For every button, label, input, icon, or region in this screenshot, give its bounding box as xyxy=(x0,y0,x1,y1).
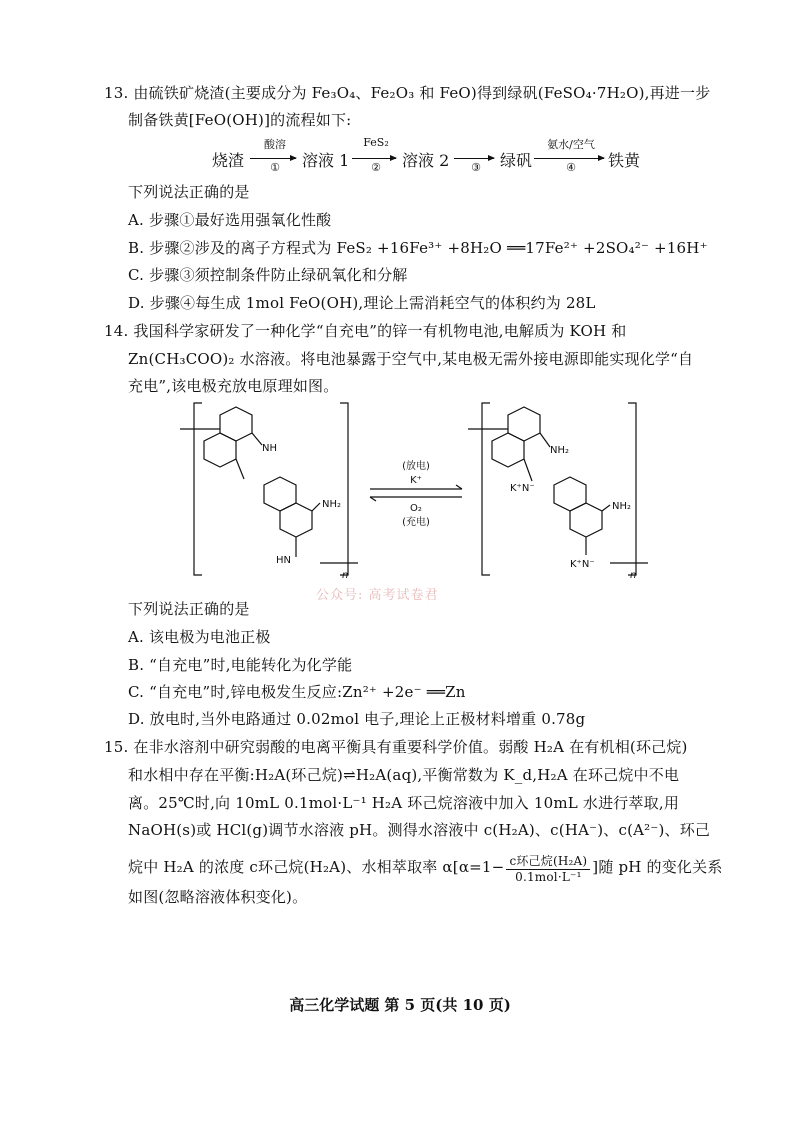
right-kn2-label: K⁺N⁻ xyxy=(570,559,595,570)
right-ring-1b xyxy=(492,433,524,467)
q14-option-d: D. 放电时,当外电路通过 0.02mol 电子,理论上正极材料增重 0.78g xyxy=(128,710,586,728)
fraction-numerator: c环己烷(H₂A) xyxy=(506,852,590,870)
flow-arrow-3 xyxy=(454,158,494,159)
extraction-rate-fraction xyxy=(506,852,590,884)
arrow-label-o2: O₂ xyxy=(410,503,422,514)
q13-option-a: A. 步骤①最好选用强氧化性酸 xyxy=(128,211,332,229)
q15-stem-line5 xyxy=(128,852,723,884)
watermark: 公众号: 高考试卷君 xyxy=(316,588,439,603)
flow-arrow-4 xyxy=(534,158,604,159)
flow-arrow1-label-bottom: ① xyxy=(270,161,280,174)
flow-arrow-1 xyxy=(250,158,296,159)
q14-option-a: A. 该电极为电池正极 xyxy=(128,628,271,646)
right-ring-2b xyxy=(570,503,602,537)
flow-node-ash: 烧渣 xyxy=(212,151,245,170)
flow-arrow3-label-bottom: ③ xyxy=(471,161,481,174)
flow-arrow2-label-bottom: ② xyxy=(371,161,381,174)
arrow-label-charge: (充电) xyxy=(402,517,430,528)
fraction-denominator: 0.1mol·L⁻¹ xyxy=(515,870,582,884)
polymer-structure-svg xyxy=(170,395,660,585)
flow-node-iron-yellow: 铁黄 xyxy=(608,151,641,170)
right-kn1-label: K⁺N⁻ xyxy=(510,483,535,494)
q15-line5-part-a: 烷中 H₂A 的浓度 c环己烷(H₂A)、水相萃取率 α[α=1− xyxy=(128,858,505,876)
q13-option-c: C. 步骤③须控制条件防止绿矾氧化和分解 xyxy=(128,266,408,284)
flow-node-solution2: 溶液 2 xyxy=(402,151,450,170)
q14-stem-line2: Zn(CH₃COO)₂ 水溶液。将电池暴露于空气中,某电极无需外接电源即能实现化学“自 xyxy=(128,350,694,368)
flow-arrow4-label-top: 氨水/空气 xyxy=(547,138,595,151)
left-ring-1b xyxy=(204,433,236,467)
right-bracket-close xyxy=(628,403,636,575)
q14-stem-line3: 充电”,该电极充放电原理如图。 xyxy=(128,377,339,395)
q13-option-b: B. 步骤②涉及的离子方程式为 FeS₂ +16Fe³⁺ +8H₂O ══17Fe²⁺ +2SO₄²⁻ +16H⁺ xyxy=(128,239,708,257)
page-footer: 高三化学试题 第 5 页(共 10 页) xyxy=(289,996,511,1014)
left-nh-label: NH xyxy=(262,443,277,454)
q13-stem-line2: 制备铁黄[FeO(OH)]的流程如下: xyxy=(128,111,352,129)
flow-arrow1-label-top: 酸溶 xyxy=(264,138,286,151)
q14-reaction-scheme xyxy=(170,395,660,585)
right-nh2-bottom-label: NH₂ xyxy=(612,501,632,512)
flow-arrow-2 xyxy=(352,158,396,159)
q14-stem-line1: 14. 我国科学家研发了一种化学“自充电”的锌一有机物电池,电解质为 KOH 和 xyxy=(104,322,627,340)
q14-prompt: 下列说法正确的是 xyxy=(128,600,250,618)
q15-stem-line3: 离。25℃时,向 10mL 0.1mol·L⁻¹ H₂A 环己烷溶液中加入 10mL 水进行萃取,用 xyxy=(128,794,680,812)
left-nh2-label: NH₂ xyxy=(322,499,342,510)
flow-node-green-vitriol: 绿矾 xyxy=(500,151,533,170)
right-n-subscript: n xyxy=(630,570,637,581)
q13-stem-line1: 13. 由硫铁矿烧渣(主要成分为 Fe₃O₄、Fe₂O₃ 和 FeO)得到绿矾(FeSO₄·7H₂O),再进一步 xyxy=(104,84,711,102)
left-hn-label: HN xyxy=(276,555,291,566)
arrow-label-k: K⁺ xyxy=(410,475,422,486)
left-ring-2b xyxy=(280,503,312,537)
q15-line5-part-b: ]随 pH 的变化关系 xyxy=(592,858,723,876)
q14-option-c: C. “自充电”时,锌电极发生反应:Zn²⁺ +2e⁻ ══Zn xyxy=(128,683,466,701)
arrow-label-discharge: (放电) xyxy=(402,461,430,472)
q15-stem-line4: NaOH(s)或 HCl(g)调节水溶液 pH。测得水溶液中 c(H₂A)、c(HA⁻)、c(A²⁻)、环己 xyxy=(128,821,711,839)
right-nh2-top-label: NH₂ xyxy=(550,445,570,456)
q13-prompt: 下列说法正确的是 xyxy=(128,183,250,201)
left-n-subscript: n xyxy=(342,570,349,581)
q13-option-d: D. 步骤④每生成 1mol FeO(OH),理论上需消耗空气的体积约为 28L xyxy=(128,294,596,312)
q15-stem-line2: 和水相中存在平衡:H₂A(环己烷)⇌H₂A(aq),平衡常数为 K_d,H₂A 在环己烷中不电 xyxy=(128,766,680,784)
q15-stem-line6: 如图(忽略溶液体积变化)。 xyxy=(128,888,308,906)
left-bracket-close xyxy=(340,403,348,575)
q14-option-b: B. “自充电”时,电能转化为化学能 xyxy=(128,656,353,674)
flow-node-solution1: 溶液 1 xyxy=(302,151,350,170)
q13-flow-diagram xyxy=(212,136,641,176)
flow-arrow2-label-top: FeS₂ xyxy=(363,136,389,149)
q15-stem-line1: 15. 在非水溶剂中研究弱酸的电离平衡具有重要科学价值。弱酸 H₂A 在有机相(环己烷) xyxy=(104,738,688,756)
flow-arrow4-label-bottom: ④ xyxy=(566,161,576,174)
